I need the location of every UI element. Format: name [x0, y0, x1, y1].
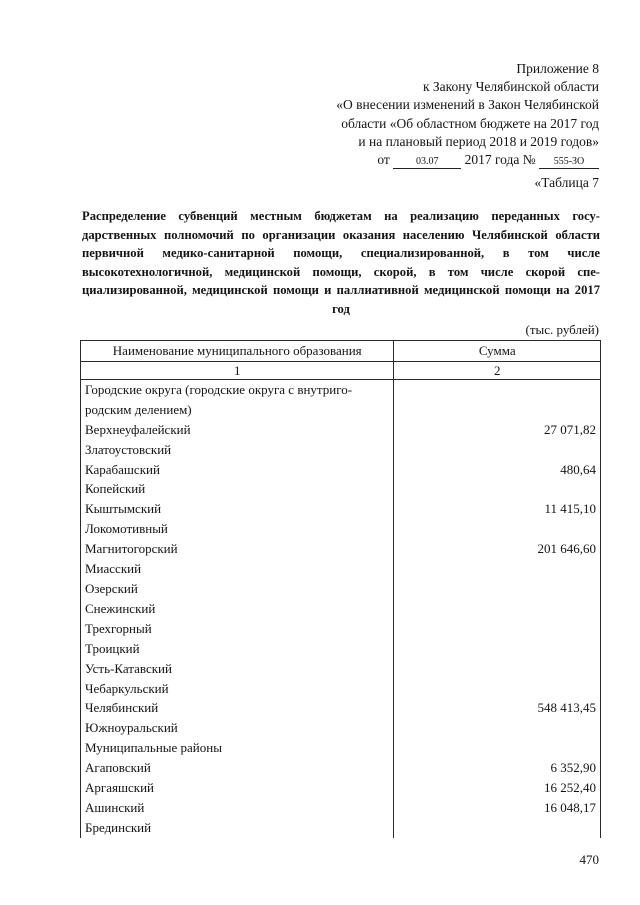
group-title: Городские округа (городские округа с внутригородским делением): [81, 379, 394, 419]
law-year-text: 2017 года №: [464, 152, 536, 168]
column-index: 1: [81, 361, 394, 379]
municipality-name: Аргаяшский: [81, 778, 394, 798]
municipality-name: Магнитогорский: [81, 539, 394, 559]
table-row: [81, 579, 601, 599]
amount-cell: [394, 440, 601, 460]
appendix-line: области «Об областном бюджете на 2017 год: [341, 115, 599, 131]
table-row: [81, 778, 601, 798]
amount-cell: 27 071,82: [394, 420, 601, 440]
municipality-name: Троицкий: [81, 639, 394, 659]
subvention-table: [80, 340, 601, 838]
table-row: [81, 639, 601, 659]
table-row: [81, 758, 601, 778]
amount-cell: [394, 679, 601, 699]
appendix-line: Приложение 8: [516, 61, 599, 76]
table-row: [81, 499, 601, 519]
amount-cell: 16 252,40: [394, 778, 601, 798]
group-amount: [394, 379, 601, 419]
table-row: [81, 420, 601, 440]
law-date-line: [336, 151, 599, 169]
amount-cell: 201 646,60: [394, 539, 601, 559]
amount-cell: 548 413,45: [394, 698, 601, 718]
appendix-line: и на плановый период 2018 и 2019 годов»: [358, 133, 599, 149]
amount-cell: 11 415,10: [394, 499, 601, 519]
law-number-value: 555-ЗО: [539, 156, 599, 169]
amount-cell: [394, 659, 601, 679]
amount-cell: [394, 519, 601, 539]
municipality-name: Кыштымский: [81, 499, 394, 519]
from-prefix: от: [377, 152, 390, 168]
column-header-amount: Сумма: [394, 341, 601, 362]
amount-cell: [394, 479, 601, 499]
table-label: «Таблица 7: [534, 175, 599, 190]
table-row: [81, 519, 601, 539]
municipality-name: Ашинский: [81, 798, 394, 818]
amount-cell: 6 352,90: [394, 758, 601, 778]
table-row: [81, 679, 601, 699]
municipality-name: Брединский: [81, 818, 394, 838]
table-row: [81, 798, 601, 818]
municipality-name: Усть-Катавский: [81, 659, 394, 679]
document-title: Распределение субвенций местным бюджетам на реализацию переданных государственных полномочий по организации оказания населению Челябинской области первичной медико-санитарной помощи, специализированной, в том числе высокотехнологичной, медицинской помощи, скорой, в том числе скорой специализированной, медицинской помощи и паллиативной медицинской помощи на 2017 год: [82, 209, 600, 316]
municipality-name: Чебаркульский: [81, 679, 394, 699]
table-row: [81, 559, 601, 579]
group-row: [81, 738, 601, 758]
municipality-name: Локомотивный: [81, 519, 394, 539]
municipality-name: Агаповский: [81, 758, 394, 778]
amount-cell: [394, 579, 601, 599]
column-index: 2: [394, 361, 601, 379]
municipality-name: Златоустовский: [81, 440, 394, 460]
amount-cell: [394, 718, 601, 738]
table-row: [81, 539, 601, 559]
page-number: 470: [579, 852, 599, 867]
group-row: [81, 379, 601, 419]
appendix-line: «О внесении изменений в Закон Челябинской: [336, 97, 599, 113]
header-row: [81, 341, 601, 362]
column-index-row: [81, 361, 601, 379]
group-title: Муниципальные районы: [81, 738, 394, 758]
amount-cell: [394, 639, 601, 659]
law-date-value: 03.07: [393, 156, 461, 169]
amount-cell: [394, 619, 601, 639]
municipality-name: Снежинский: [81, 599, 394, 619]
amount-cell: 480,64: [394, 460, 601, 480]
appendix-header: [336, 60, 599, 169]
table-row: [81, 440, 601, 460]
municipality-name: Карабашский: [81, 460, 394, 480]
table-row: [81, 619, 601, 639]
table-row: [81, 818, 601, 838]
municipality-name: Верхнеуфалейский: [81, 420, 394, 440]
amount-cell: [394, 599, 601, 619]
amount-cell: [394, 559, 601, 579]
table-row: [81, 599, 601, 619]
municipality-name: Южноуральский: [81, 718, 394, 738]
municipality-name: Миасский: [81, 559, 394, 579]
municipality-name: Озерский: [81, 579, 394, 599]
amount-cell: 16 048,17: [394, 798, 601, 818]
municipality-name: Челябинский: [81, 698, 394, 718]
municipality-name: Копейский: [81, 479, 394, 499]
table-row: [81, 718, 601, 738]
table-row: [81, 479, 601, 499]
units-label: (тыс. рублей): [525, 322, 599, 337]
table-row: [81, 659, 601, 679]
table-row: [81, 460, 601, 480]
table-row: [81, 698, 601, 718]
amount-cell: [394, 818, 601, 838]
municipality-name: Трехгорный: [81, 619, 394, 639]
column-header-name: Наименование муниципального образования: [81, 341, 394, 362]
group-amount: [394, 738, 601, 758]
appendix-line: к Закону Челябинской области: [422, 79, 599, 95]
